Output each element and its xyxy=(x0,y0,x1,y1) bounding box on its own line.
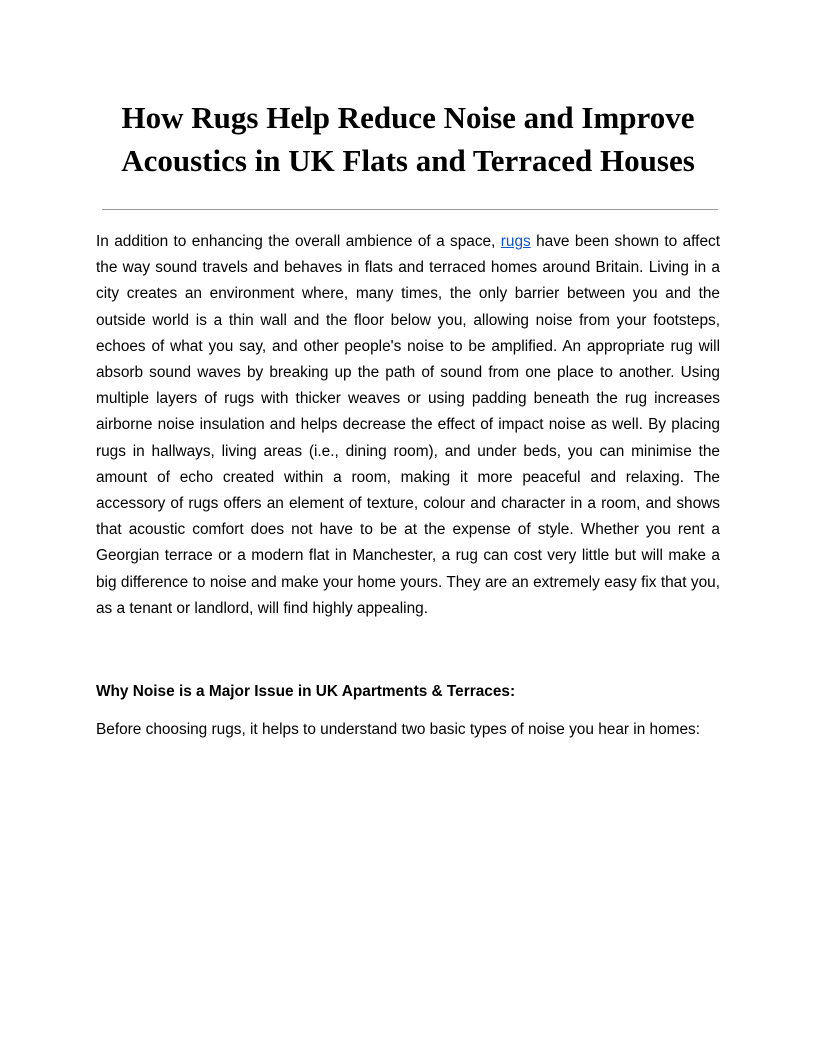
rugs-link[interactable]: rugs xyxy=(500,233,531,250)
title-divider xyxy=(102,209,718,210)
intro-text-after-link: have been shown to affect the way sound travels and behaves in flats and terraced homes around Britain. Living in a city creates an environment where, many times, the only barrier between you and the outside world is a thin wall and the floor below you, allowing noise from your footsteps, echoes of what you say, and other people's noise to be amplified. An appropriate rug will absorb sound waves by breaking up the path of sound from one place to another. Using multiple layers of rugs with thicker weaves or using padding beneath the rug increases airborne noise insulation and helps decrease the effect of impact noise as well. By placing rugs in hallways, living areas (i.e., dining room), and under beds, you can minimise the amount of echo created within a room, making it more peaceful and relaxing. The accessory of rugs offers an element of texture, colour and character in a room, and shows that acoustic comfort does not have to be at the expense of style. Whether you rent a Georgian terrace or a modern flat in Manchester, a rug can cost very little but will make a big difference to noise and make your home yours. They are an extremely easy fix that you, as a tenant or landlord, will find highly appealing. xyxy=(96,233,720,617)
title-line-1: How Rugs Help Reduce Noise and Improve xyxy=(121,100,695,135)
title-line-2: Acoustics in UK Flats and Terraced Houses xyxy=(121,143,695,178)
intro-text-before-link: In addition to enhancing the overall ambience of a space, xyxy=(96,233,501,250)
page-title xyxy=(96,96,720,182)
section-heading: Why Noise is a Major Issue in UK Apartments & Terraces: xyxy=(96,683,516,701)
document-page xyxy=(96,96,720,743)
section-paragraph: Before choosing rugs, it helps to understand two basic types of noise you hear in homes: xyxy=(96,721,701,739)
intro-paragraph xyxy=(96,229,720,622)
